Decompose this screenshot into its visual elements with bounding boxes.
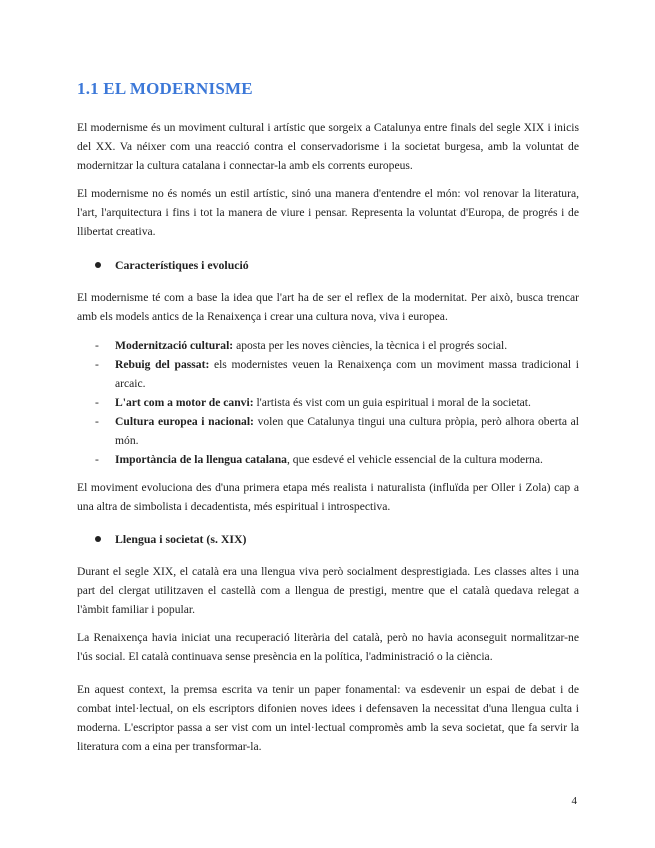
list-item bbox=[95, 393, 579, 412]
language-heading bbox=[95, 532, 246, 547]
dash-marker: - bbox=[95, 339, 99, 352]
intro-paragraph-1: El modernisme és un moviment cultural i artístic que sorgeix a Catalunya entre finals del segle XIX i inicis del XX. Va néixer com una reacció contra el conservadorisme i la societat burgesa, amb la voluntat de modernitzar la cultura catalana i connectar-la amb els corrents europeus. bbox=[77, 121, 579, 172]
list-item bbox=[95, 355, 579, 393]
list-item-text: els modernistes veuen la Renaixença com un moviment massa tradicional i arcaic. bbox=[115, 358, 579, 390]
characteristics-intro: El modernisme té com a base la idea que l'art ha de ser el reflex de la modernitat. Per això, busca trencar amb els models antics de la Renaixença i crear una cultura nova, viva i europea. bbox=[77, 291, 579, 323]
section-title: 1.1 EL MODERNISME bbox=[77, 79, 253, 98]
characteristics-list bbox=[95, 336, 579, 469]
characteristics-heading bbox=[95, 258, 249, 273]
list-item-term: Rebuig del passat: bbox=[115, 358, 210, 371]
list-item-text: , que esdevé el vehicle essencial de la cultura moderna. bbox=[286, 453, 543, 466]
dash-marker: - bbox=[95, 358, 99, 371]
dash-marker: - bbox=[95, 415, 99, 428]
list-item bbox=[95, 450, 579, 469]
characteristics-heading-text: Característiques i evolució bbox=[115, 258, 249, 272]
list-item-text: aposta per les noves ciències, la tècnica i el progrés social. bbox=[233, 339, 508, 352]
list-item-text: volen que Catalunya tingui una cultura pròpia, però alhora oberta al món. bbox=[115, 415, 579, 447]
list-item-term: Importància de la llengua catalana bbox=[115, 453, 287, 466]
intro-paragraph-2: El modernisme no és només un estil artístic, sinó una manera d'entendre el món: vol renovar la literatura, l'art, l'arquitectura i fins i tot la manera de viure i pensar. Representa la voluntat d'Europa, de progrés i de llibertat creativa. bbox=[77, 187, 579, 238]
list-item bbox=[95, 412, 579, 450]
page-number: 4 bbox=[571, 795, 577, 807]
dash-marker: - bbox=[95, 396, 99, 409]
document-page bbox=[77, 0, 579, 848]
bullet-dot-icon bbox=[95, 536, 101, 542]
language-paragraph-2: La Renaixença havia iniciat una recuperació literària del català, però no havia aconseguit normalitzar-ne l'ús social. El català continuava sense presència en la política, l'administració o la ciència. bbox=[77, 631, 579, 663]
bullet-dot-icon bbox=[95, 262, 101, 268]
language-paragraph-1: Durant el segle XIX, el català era una llengua viva però socialment desprestigiada. Les classes altes i una part del clergat utilitzaven el castellà com a llengua de prestigi, mentre que el català quedava relegat a l'àmbit familiar i popular. bbox=[77, 565, 579, 616]
dash-marker: - bbox=[95, 453, 99, 466]
list-item bbox=[95, 336, 579, 355]
language-paragraph-3: En aquest context, la premsa escrita va tenir un paper fonamental: va esdevenir un espai de debat i de combat intel·lectual, on els escriptors difonien noves idees i defensaven la necessitat d'una llengua culta i moderna. L'escriptor passa a ser vist com un intel·lectual compromès amb la seva societat, que fa servir la literatura com a eina per transformar-la. bbox=[77, 683, 579, 753]
list-item-term: Modernització cultural: bbox=[115, 339, 234, 352]
list-item-text: l'artista és vist com un guia espiritual i moral de la societat. bbox=[253, 396, 531, 409]
language-heading-text: Llengua i societat (s. XIX) bbox=[115, 532, 247, 546]
list-item-term: L'art com a motor de canvi: bbox=[115, 396, 254, 409]
list-item-term: Cultura europea i nacional: bbox=[115, 415, 254, 428]
characteristics-outro: El moviment evoluciona des d'una primera etapa més realista i naturalista (influïda per Oller i Zola) cap a una altra de simbolista i decadentista, més espiritual i introspectiva. bbox=[77, 481, 579, 513]
